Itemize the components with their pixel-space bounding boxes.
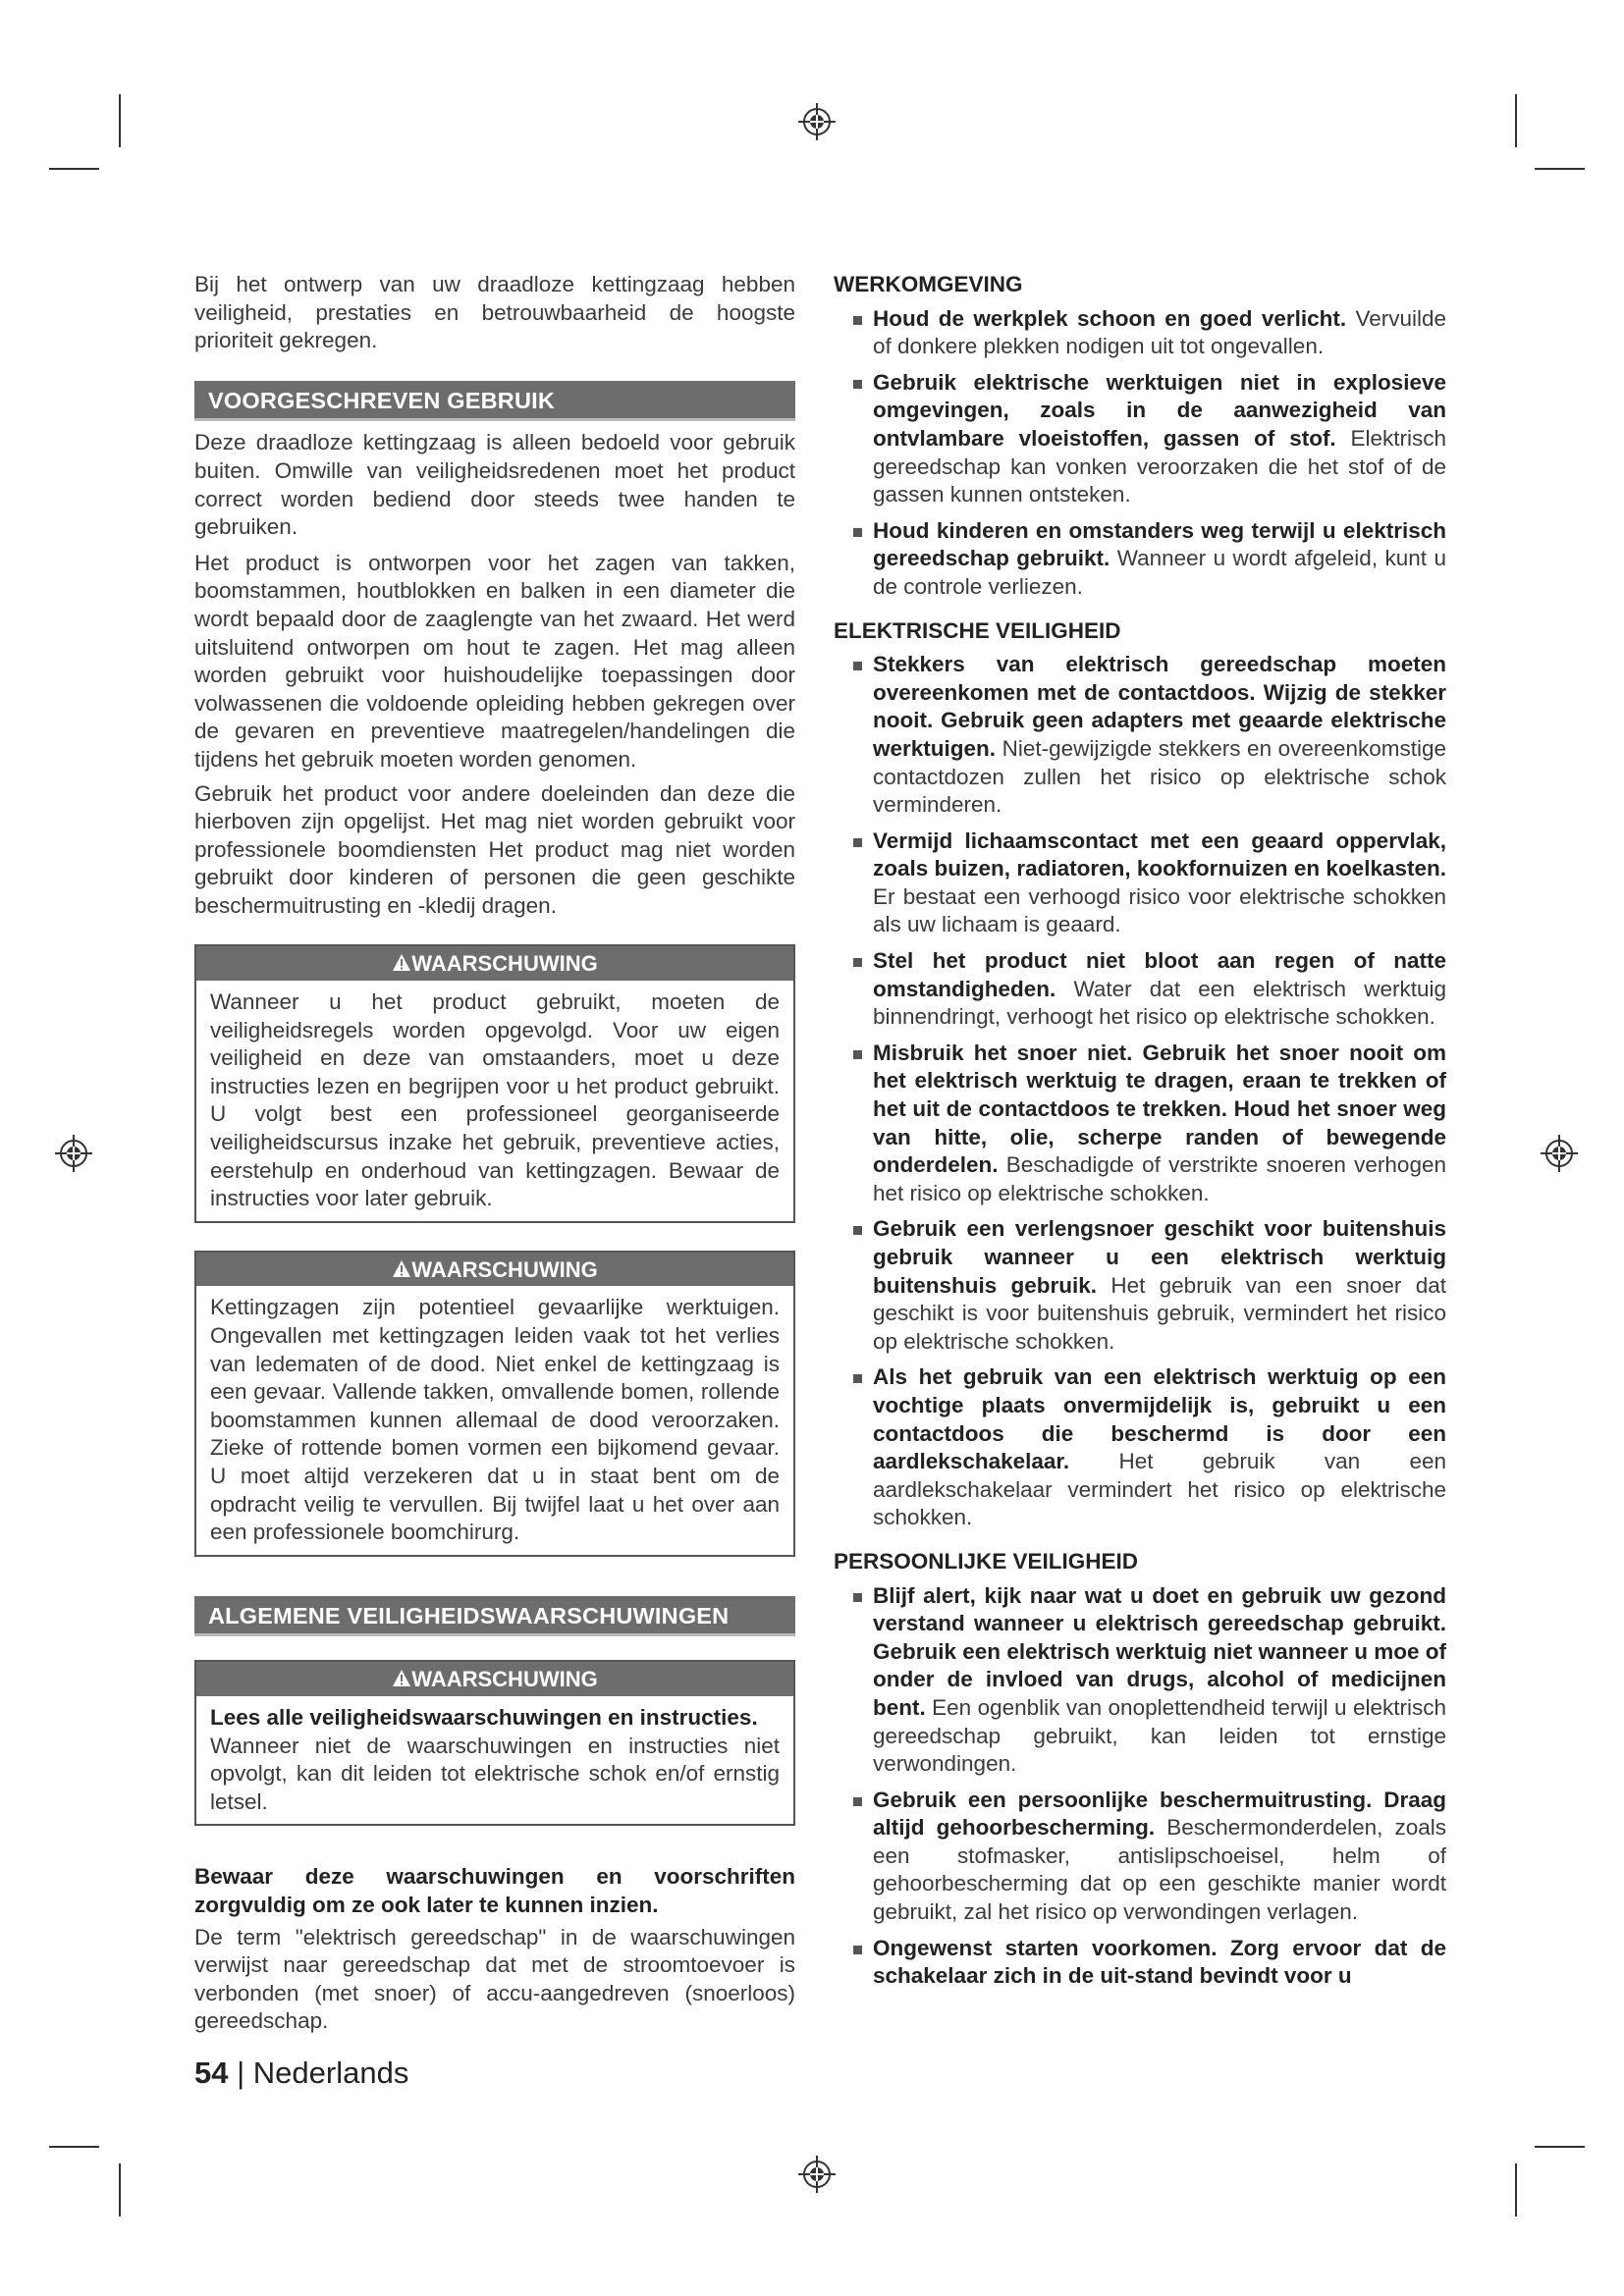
registration-mark-icon — [796, 2154, 838, 2195]
bullet-icon — [853, 1226, 862, 1235]
paragraph: Deze draadloze kettingzaag is alleen bedoeld voor gebruik buiten. Omwille van veiligheidsredenen moet het product correct worden bediend door steeds twee handen te gebruiken. — [194, 430, 795, 540]
bullet-icon — [853, 380, 862, 389]
item-bold: Misbruik het snoer niet. Gebruik het snoer nooit om het elektrisch werktuig te dragen, eraan te trekken of het uit de contactdoos te trekken. Houd het snoer weg van hitte, olie, scherpe randen of bewegende onderdelen. — [873, 1040, 1446, 1178]
keep-instructions-text: De term "elektrisch gereedschap" in de waarschuwingen verwijst naar gereedschap dat met de stroomtoevoer is verbonden (met snoer) of accu-aangedreven (snoerloos) gereedschap. — [194, 1924, 795, 2034]
crop-mark — [1515, 94, 1517, 147]
crop-mark — [1535, 2146, 1585, 2148]
warning-bold-text: Lees alle veiligheidswaarschuwingen en instructies. — [210, 1704, 758, 1730]
item-bold: Vermijd lichaamscontact met een geaard oppervlak, zoals buizen, radiatoren, kookfornuizen en koelkasten. — [873, 828, 1446, 881]
item-bold: Stekkers van elektrisch gereedschap moeten overeenkomen met de contactdoos. Wijzig de stekker nooit. Gebruik geen adapters met geaarde elektrische werktuigen. — [873, 652, 1446, 761]
section-heading: WERKOMGEVING — [834, 272, 1023, 296]
list-item — [834, 1040, 1446, 1208]
electrical-safety-section — [834, 617, 1446, 1532]
bullet-icon — [853, 662, 862, 670]
item-text: Vervuilde of donkere plekken nodigen uit tot ongevallen. — [873, 305, 1447, 359]
bullet-icon — [853, 958, 862, 967]
item-text: Water dat een elektrisch werktuig binnendringt, verhoogt het risico op elektrische schokken. — [873, 976, 1446, 1030]
work-area-section — [834, 271, 1446, 602]
item-text: Niet-gewijzigde stekkers en overeenkomstige contactdozen zullen het risico op elektrische schok verminderen. — [873, 735, 1446, 818]
footer-separator: | — [237, 2056, 245, 2090]
registration-mark-icon — [53, 1133, 94, 1174]
crop-mark — [1535, 168, 1585, 170]
warning-header — [196, 1253, 793, 1287]
item-text: Wanneer u wordt afgeleid, kunt u de controle verliezen. — [873, 546, 1446, 599]
warning-text: Wanneer u het product gebruikt, moeten de veiligheidsregels worden opgevolgd. Voor uw eigen veiligheid en deze van omstaanders, moet u deze instructies lezen en begrijpen voor u het product gebruikt. U volgt best een professioneel georganiseerde veiligheidscursus inzake het gebruik, preventieve acties, eerstehulp en onderhoud van kettingzagen. Bewaar de instructies voor later gebruik. — [210, 989, 780, 1211]
right-column — [834, 271, 1446, 2006]
page-number: 54 — [194, 2056, 229, 2090]
intro-paragraph: Bij het ontwerp van uw draadloze kettingzaag hebben veiligheid, prestaties en betrouwbaarheid de hoogste prioriteit gekregen. — [194, 272, 795, 353]
item-text: Het gebruik van een aardlekschakelaar vermindert het risico op elektrische schokken. — [873, 1449, 1446, 1530]
list-item — [834, 947, 1446, 1032]
warning-text: Kettingzagen zijn potentieel gevaarlijke werktuigen. Ongevallen met kettingzagen leiden vaak tot het verlies van ledematen of de dood. Niet enkel de kettingzaag is een gevaar. Vallende takken, omvallende bomen, rollende boomstammen kunnen allemaal de dood veroorzaken. Zieke of rottende bomen vormen een bijkomend gevaar. U moet altijd verzekeren dat u in staat bent om de opdracht veilig te vervullen. Bij twijfel laat u het over aan een professionele boomchirurg. — [210, 1295, 780, 1545]
paragraph: Gebruik het product voor andere doeleinden dan deze die hierboven zijn opgelijst. Het mag niet worden gebruikt voor professionele boomdiensten Het product mag niet worden gebruikt door kinderen of personen die geen geschikte beschermuitrusting en -kledij dragen. — [194, 780, 795, 918]
section-heading: ALGEMENE VEILIGHEIDSWAARSCHUWINGEN — [194, 1596, 795, 1637]
warning-title: WAARSCHUWING — [411, 1667, 598, 1692]
section-heading: ELEKTRISCHE VEILIGHEID — [834, 617, 1121, 643]
list-item — [834, 1582, 1446, 1779]
bullet-icon — [853, 838, 862, 847]
registration-mark-icon — [796, 101, 838, 142]
list-item — [834, 1363, 1446, 1532]
item-bold: Gebruik een verlengsnoer geschikt voor buitenshuis gebruik wanneer u een elektrisch werktuig buitenshuis gebruik. — [873, 1216, 1446, 1298]
crop-mark — [1515, 2163, 1517, 2216]
warning-box — [194, 1251, 795, 1557]
crop-mark — [119, 2163, 121, 2216]
paragraph: Het product is ontworpen voor het zagen van takken, boomstammen, houtblokken en balken in een diameter die wordt bepaald door de zaaglengte van het zwaard. Het werd uitsluitend ontworpen om hout te zagen. Het mag alleen worden gebruikt voor huishoudelijke toepassingen door volwassenen die voldoende opleiding hebben gekregen over de gevaren en preventieve maatregelen/handelingen die tijdens het gebruik moeten worden genomen. — [194, 550, 795, 772]
warning-header — [196, 946, 793, 981]
bullet-icon — [853, 1374, 862, 1383]
warning-text: Wanneer niet de waarschuwingen en instructies niet opvolgt, kan dit leiden tot elektrische schok en/of ernstig letsel. — [210, 1733, 780, 1814]
item-bold: Gebruik elektrische werktuigen niet in explosieve omgevingen, zoals in de aanwezigheid van ontvlambare vloeistoffen, gassen of stof. — [873, 369, 1446, 451]
item-text: Elektrisch gereedschap kan vonken veroorzaken die het stof of de gassen kunnen ontsteken. — [873, 425, 1446, 507]
list-item — [834, 651, 1446, 820]
bullet-icon — [853, 1946, 862, 1954]
item-bold: Gebruik een persoonlijke beschermuitrusting. Draag altijd gehoorbescherming. — [873, 1787, 1446, 1841]
bullet-icon — [853, 1593, 862, 1602]
list-item — [834, 305, 1446, 361]
list-item — [834, 828, 1446, 939]
item-bold: Houd kinderen en omstanders weg terwijl u elektrisch gereedschap gebruikt. — [873, 517, 1446, 571]
section-heading: PERSOONLIJKE VEILIGHEID — [834, 1548, 1139, 1574]
crop-mark — [119, 94, 121, 147]
list-item — [834, 1215, 1446, 1356]
warning-triangle-icon — [392, 953, 411, 973]
bullet-icon — [853, 316, 862, 325]
item-text: Beschermonderdelen, zoals een stofmasker, antislipschoeisel, helm of gehoorbescherming dat op een geschikte manier wordt gebruikt, zal het risico op verwondingen verlagen. — [873, 1815, 1446, 1925]
section-heading: VOORGESCHREVEN GEBRUIK — [194, 381, 795, 422]
item-bold: Blijf alert, kijk naar wat u doet en gebruik uw gezond verstand wanneer u elektrisch gereedschap gebruikt. Gebruik een elektrisch werktuig niet wanneer u moe of onder de invloed van drugs, alcohol of medicijnen bent. — [873, 1582, 1446, 1720]
item-text: Beschadigde of verstrikte snoeren verhogen het risico op elektrische schokken. — [873, 1152, 1446, 1205]
item-text: Er bestaat een verhoogd risico voor elektrische schokken als uw lichaam is geaard. — [873, 883, 1446, 937]
intended-use-section — [194, 381, 795, 921]
registration-mark-icon — [1539, 1133, 1580, 1174]
item-bold: Stel het product niet bloot aan regen of natte omstandigheden. — [873, 948, 1446, 1001]
item-bold: Houd de werkplek schoon en goed verlicht. — [873, 305, 1347, 331]
warning-title: WAARSCHUWING — [411, 951, 598, 977]
personal-safety-section — [834, 1548, 1446, 1991]
item-text: Het gebruik van een snoer dat geschikt is voor buitenshuis gebruik, vermindert het risico op elektrische schokken. — [873, 1272, 1446, 1354]
footer-language: Nederlands — [252, 2056, 409, 2090]
warning-box — [194, 944, 795, 1222]
item-bold: Ongewenst starten voorkomen. Zorg ervoor dat de schakelaar zich in de uit-stand bevindt voor u — [873, 1935, 1446, 1989]
page-footer — [194, 2056, 408, 2091]
warning-header — [196, 1662, 793, 1696]
bullet-icon — [853, 1050, 862, 1059]
list-item — [834, 1935, 1446, 1991]
bullet-icon — [853, 528, 862, 537]
keep-instructions-heading: Bewaar deze waarschuwingen en voorschriften zorgvuldig om ze ook later te kunnen inzien. — [194, 1864, 795, 1917]
item-text: Een ogenblik van onoplettendheid terwijl u elektrisch gereedschap gebruikt, kan leiden tot ernstige verwondingen. — [873, 1694, 1446, 1777]
warning-box — [194, 1660, 795, 1826]
warning-title: WAARSCHUWING — [411, 1256, 598, 1282]
warning-triangle-icon — [392, 1259, 411, 1279]
crop-mark — [49, 2146, 99, 2148]
list-item — [834, 369, 1446, 509]
crop-mark — [49, 168, 99, 170]
list-item — [834, 1787, 1446, 1927]
list-item — [834, 517, 1446, 602]
item-bold: Als het gebruik van een elektrisch werktuig op een vochtige plaats onvermijdelijk is, gebruikt u een contactdoos die beschermd is door een aardlekschakelaar. — [873, 1364, 1446, 1474]
warning-triangle-icon — [392, 1669, 411, 1688]
left-column — [194, 271, 795, 2036]
bullet-icon — [853, 1797, 862, 1806]
